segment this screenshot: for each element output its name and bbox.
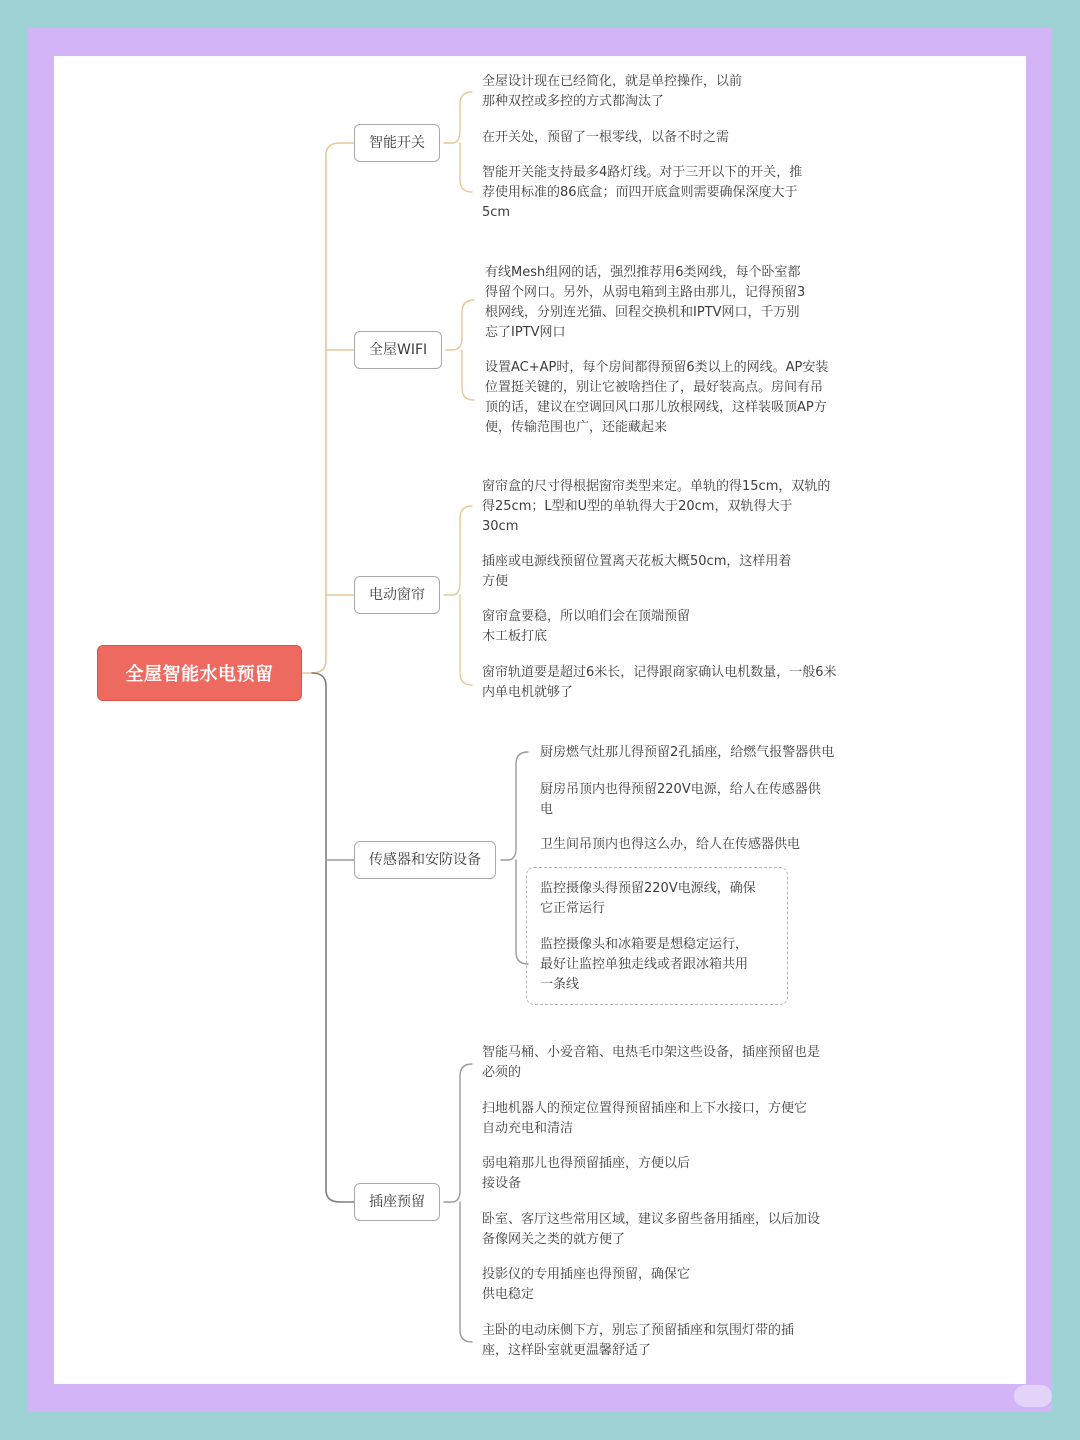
bracket-sensor — [501, 752, 528, 860]
root-topic: 全屋智能水电预留 — [97, 645, 302, 701]
leaf-curtain-3: 窗帘盒要稳，所以咱们会在顶端预留 木工板打底 — [482, 609, 691, 644]
branch-whole-house-wifi: 全屋WIFI — [354, 331, 442, 369]
root-connector-lower — [312, 673, 354, 1202]
branch-electric-curtain: 电动窗帘 — [354, 576, 440, 614]
bracket-curtain — [444, 506, 472, 595]
leaf-curtain-1: 窗帘盒的尺寸得根据窗帘类型来定。单轨的得15cm，双轨的 得25cm；L型和U型的单轨得大于20cm，双轨得大于 30cm — [482, 479, 831, 534]
leaf-socket-1: 智能马桶、小爱音箱、电热毛巾架这些设备，插座预留也是 必须的 — [482, 1045, 821, 1080]
leaf-socket-4: 卧室、客厅这些常用区域，建议多留些备用插座，以后加设 备像网关之类的就方便了 — [482, 1212, 821, 1247]
leaf-curtain-4: 窗帘轨道要是超过6米长，记得跟商家确认电机数量，一般6米 内单电机就够了 — [482, 665, 837, 700]
leaf-socket-2: 扫地机器人的预定位置得预留插座和上下水接口，方便它 自动充电和清洁 — [482, 1101, 808, 1136]
bracket-switch — [444, 92, 472, 143]
leaf-sensor-3: 卫生间吊顶内也得这么办，给人在传感器供电 — [540, 837, 801, 852]
leaf-switch-2: 在开关处，预留了一根零线，以备不时之需 — [482, 130, 730, 145]
corner-decoration — [1014, 1385, 1052, 1407]
branch-smart-switch: 智能开关 — [354, 124, 440, 162]
leaf-sensor-2: 厨房吊顶内也得预留220V电源，给人在传感器供 电 — [540, 782, 821, 817]
bracket-socket — [444, 1064, 472, 1202]
leaf-wifi-2: 设置AC+AP时，每个房间都得预留6类以上的网线。AP安装 位置挺关键的，别让它被啥挡住了，最好装高点。房间有吊 顶的话，建议在空调回风口那儿放根网线，这样装吸顶AP方 便，传输范围也广，还能藏起来 — [485, 360, 829, 435]
bracket-wifi — [446, 300, 474, 350]
leaf-socket-6: 主卧的电动床侧下方，别忘了预留插座和氛围灯带的插 座，这样卧室就更温馨舒适了 — [482, 1323, 795, 1358]
root-connector — [302, 143, 354, 673]
leaf-socket-5: 投影仪的专用插座也得预留，确保它 供电稳定 — [482, 1267, 691, 1302]
leaf-switch-3: 智能开关能支持最多4路灯线。对于三开以下的开关，推 荐使用标准的86底盒；而四开底盒则需要确保深度大于 5cm — [482, 165, 803, 220]
leaf-switch-1: 全屋设计现在已经简化，就是单控操作，以前 那种双控或多控的方式都淘汰了 — [482, 74, 743, 109]
leaf-curtain-2: 插座或电源线预留位置离天花板大概50cm，这样用着 方便 — [482, 554, 792, 589]
branch-sensors-security: 传感器和安防设备 — [354, 841, 496, 879]
leaf-socket-3: 弱电箱那儿也得预留插座，方便以后 接设备 — [482, 1156, 691, 1191]
branch-socket-reserve: 插座预留 — [354, 1183, 440, 1221]
leaf-wifi-1: 有线Mesh组网的话，强烈推荐用6类网线，每个卧室都 得留个网口。另外，从弱电箱到主路由那儿，记得预留3 根网线，分别连光猫、回程交换机和IPTV网口，千万别 忘了IPTV网口 — [485, 265, 806, 340]
leaf-sensor-4: 监控摄像头得预留220V电源线，确保 它正常运行 — [540, 881, 756, 916]
leaf-sensor-1: 厨房燃气灶那儿得预留2孔插座，给燃气报警器供电 — [540, 745, 835, 760]
leaf-sensor-5: 监控摄像头和冰箱要是想稳定运行， 最好让监控单独走线或者跟冰箱共用 一条线 — [540, 937, 749, 992]
